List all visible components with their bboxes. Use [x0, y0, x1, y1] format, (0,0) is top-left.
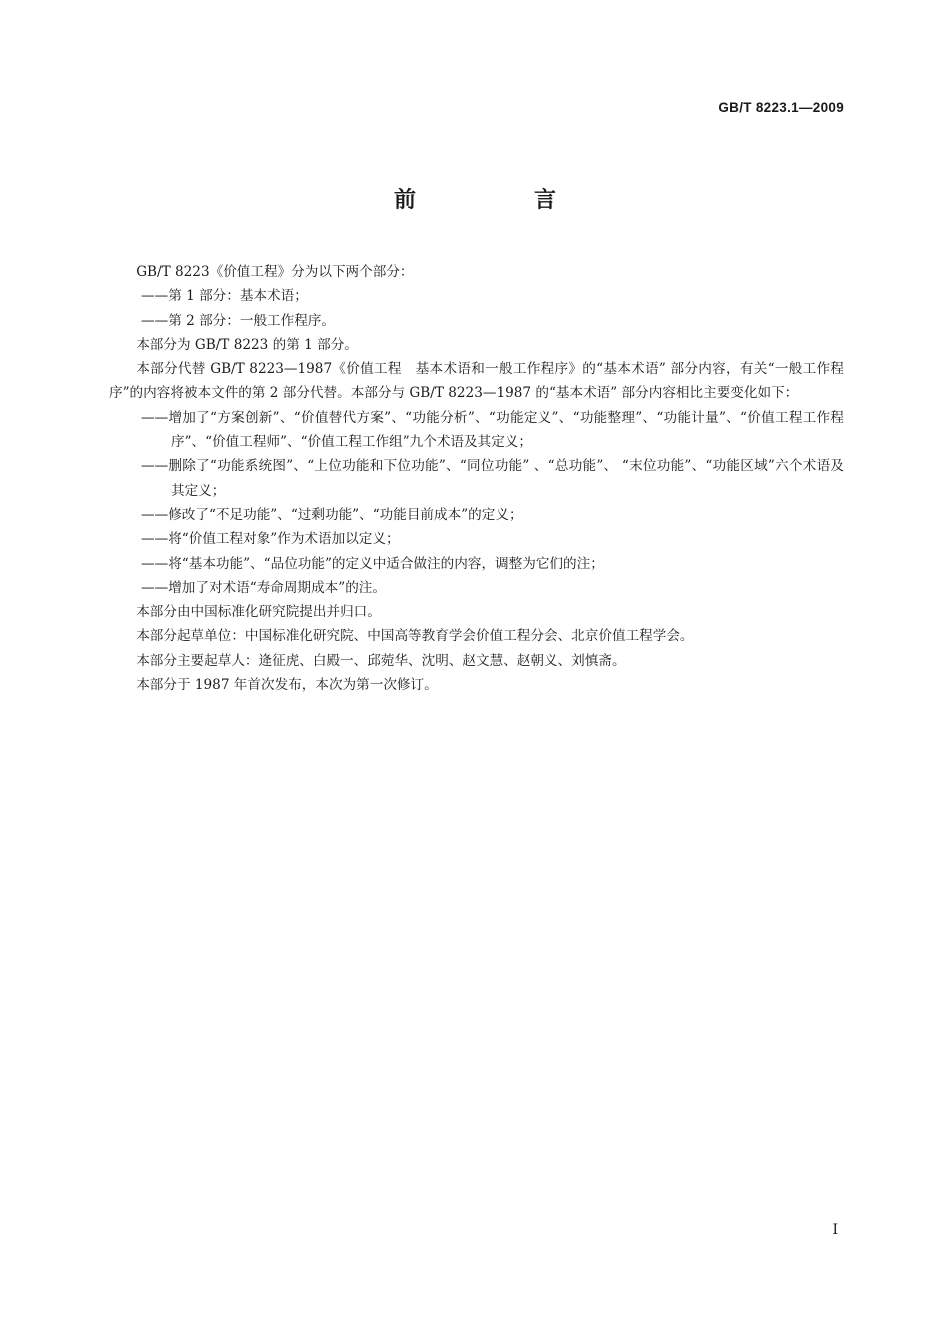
dash-list-item: ——增加了“方案创新”、“价值替代方案”、“功能分析”、“功能定义”、“功能整理”、“功能计量”、“价值工程工作程序”、“价值工程师”、“价值工程工作组”九个术语及其定义； — [141, 409, 844, 451]
dash-list-item: ——第 1 部分：基本术语； — [141, 288, 308, 305]
page-title: 前 言 — [393, 188, 604, 213]
page-number: I — [832, 1222, 838, 1238]
paragraph: 本部分于 1987 年首次发布，本次为第一次修订。 — [136, 677, 438, 694]
foreword-body — [109, 260, 844, 697]
dash-list-item: ——将“基本功能”、“品位功能”的定义中适合做注的内容，调整为它们的注； — [141, 555, 604, 572]
dash-list-item: ——第 2 部分：一般工作程序。 — [141, 312, 336, 329]
dash-list-item: ——修改了“不足功能”、“过剩功能”、“功能目前成本”的定义； — [141, 506, 523, 523]
dash-list-item: ——增加了对术语“寿命周期成本”的注。 — [141, 579, 386, 596]
paragraph: 本部分由中国标准化研究院提出并归口。 — [136, 604, 381, 621]
dash-list-item: ——将“价值工程对象”作为术语加以定义； — [141, 531, 400, 548]
paragraph: GB/T 8223《价值工程》分为以下两个部分： — [136, 264, 414, 280]
paragraph: 本部分主要起草人：逄征虎、白殿一、邱菀华、沈明、赵文慧、赵朝义、刘慎斋。 — [136, 652, 626, 669]
dash-list-item: ——删除了“功能系统图”、“上位功能和下位功能”、“同位功能” 、“总功能”、 “末位功能”、“功能区域”六个术语及其定义； — [141, 458, 844, 499]
paragraph: 本部分为 GB/T 8223 的第 1 部分。 — [136, 336, 358, 353]
paragraph: 本部分起草单位：中国标准化研究院、中国高等教育学会价值工程分会、北京价值工程学会。 — [136, 628, 694, 645]
standard-code: GB/T 8223.1—2009 — [718, 100, 844, 115]
paragraph: 本部分代替 GB/T 8223—1987《价值工程 基本术语和一般工作程序》的“基本术语” 部分内容，有关“一般工作程序”的内容将被本文件的第 2 部分代替。本部分与 GB/T 8223—1987 的“基本术语” 部分内容相比主要变化如下： — [109, 361, 844, 402]
